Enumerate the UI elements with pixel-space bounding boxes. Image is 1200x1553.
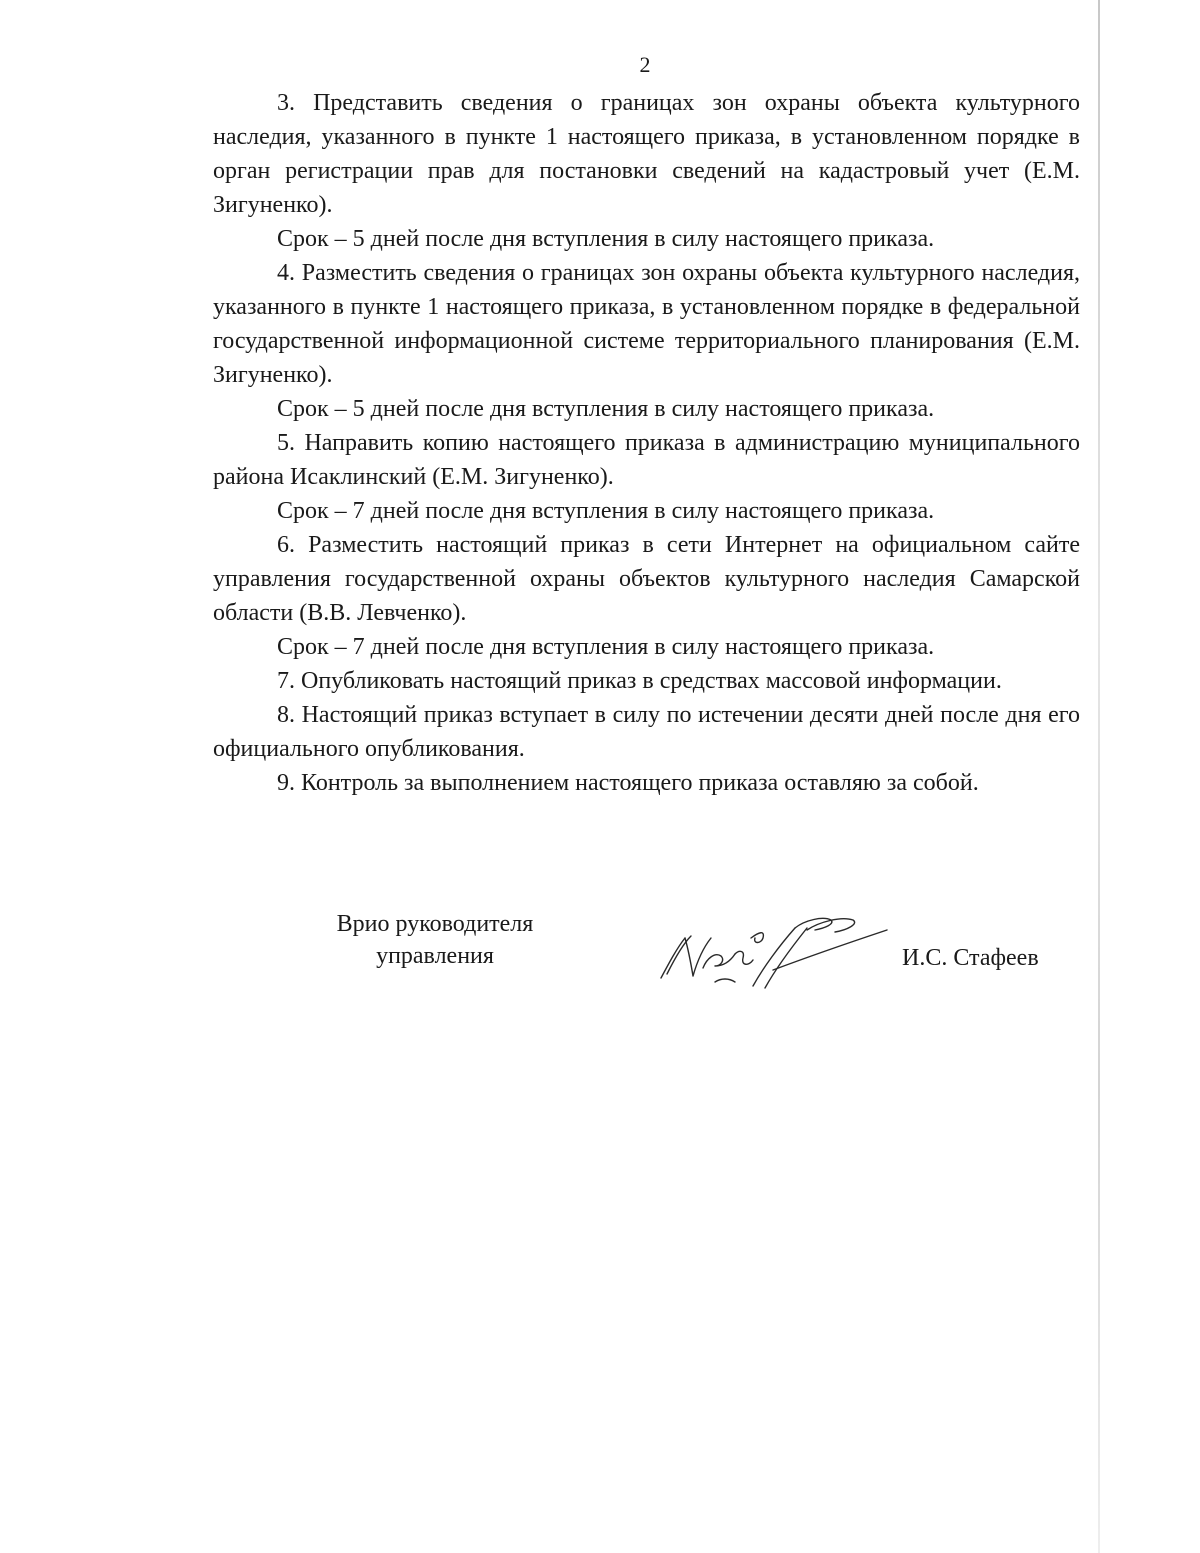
handwritten-signature-icon [655,908,895,992]
paragraph-deadline: Срок – 7 дней после дня вступления в силу настоящего приказа. [277,634,935,660]
page-edge-shadow [1098,0,1100,1553]
order-body [213,86,1080,800]
paragraph-item-3: 3. Представить сведения о границах зон охраны объекта культурного наследия, указанного в пункте 1 настоящего приказа, в установленном порядке в орган регистрации прав для постановки сведений на кадастровый учет (Е.М. Зигуненко). [213,90,1080,218]
paragraph-deadline: Срок – 5 дней после дня вступления в силу настоящего приказа. [277,226,935,252]
paragraph-item-7: 7. Опубликовать настоящий приказ в средствах массовой информации. [277,668,1002,694]
signatory-position-line2: управления [376,943,494,969]
paragraph-deadline: Срок – 5 дней после дня вступления в силу настоящего приказа. [277,396,935,422]
page-number: 2 [639,52,651,77]
paragraph-item-6: 6. Разместить настоящий приказ в сети Интернет на официальном сайте управления государственной охраны объектов культурного наследия Самарской области (В.В. Левченко). [213,532,1080,626]
paragraph-item-5: 5. Направить копию настоящего приказа в администрацию муниципального района Исаклинский (Е.М. Зигуненко). [213,430,1080,490]
paragraph-deadline: Срок – 7 дней после дня вступления в силу настоящего приказа. [277,498,935,524]
signatory-position [320,908,550,972]
paragraph-item-8: 8. Настоящий приказ вступает в силу по истечении десяти дней после дня его официального опубликования. [213,702,1080,762]
signature-block [0,908,1200,1008]
paragraph-item-9: 9. Контроль за выполнением настоящего приказа оставляю за собой. [277,770,979,796]
paragraph-item-4: 4. Разместить сведения о границах зон охраны объекта культурного наследия, указанного в пункте 1 настоящего приказа, в установленном порядке в федеральной государственной информационной системе территориального планирования (Е.М. Зигуненко). [213,260,1080,388]
signatory-name: И.С. Стафеев [902,945,1039,971]
signatory-position-line1: Врио руководителя [336,911,534,937]
